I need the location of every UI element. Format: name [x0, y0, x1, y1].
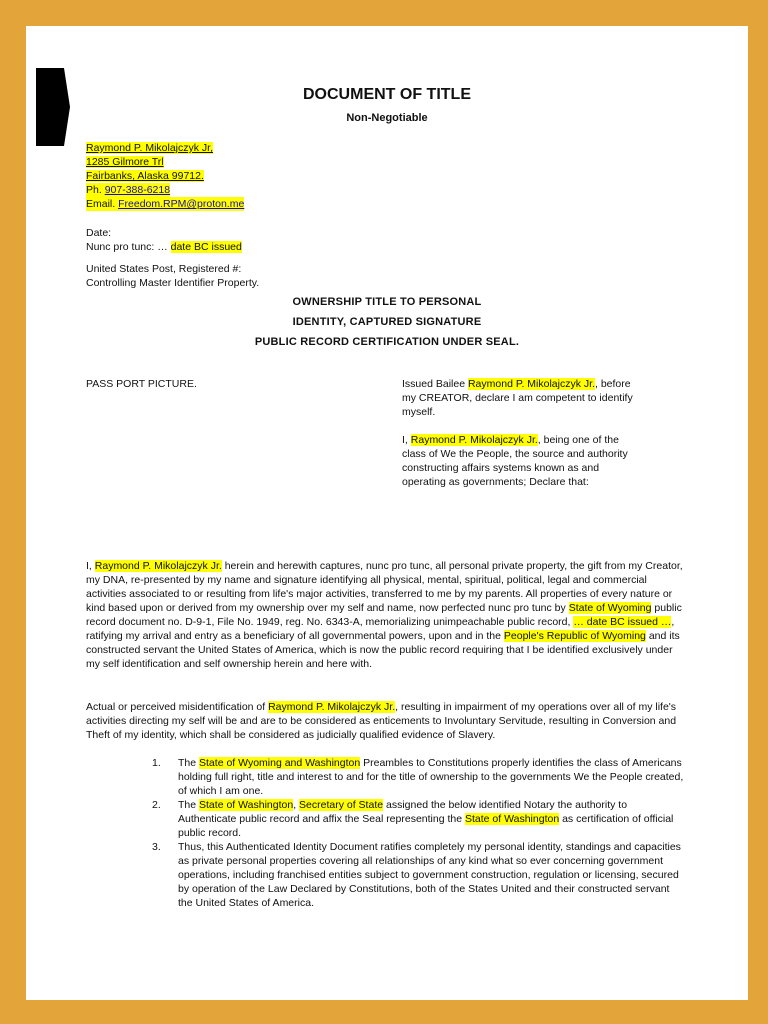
para1-pre: I,: [86, 560, 92, 572]
document-title: DOCUMENT OF TITLE: [303, 86, 471, 103]
list-text: Thus, this Authenticated Identity Document ratifies completely my personal identity, standings and capacities as private personal properties covering all relationships of any kind what so ever concerning government operations, including franchised entities subject to government construction, regulation or licensing, secured by operation of the Law Declared by Constitutions, both of the States United and their constructed servant the United States of America.: [178, 841, 681, 909]
bailee-post: , before my CREATOR, declare I am competent to identify myself.: [402, 378, 633, 418]
para1-text-1: herein and herewith captures, nunc pro tunc, all personal private property, the gift from my Creator, my DNA, re-presented by my name and signature identifying all physical, mental, spiritual, political, legal and commercial activities associated to or resulting from life's major activities, transferred to me by my parents. All properties of every nature or kind based upon or derived from my ownership over my self and name, now perfected nunc pro tunc by: [86, 560, 683, 614]
declare-pre: I,: [402, 434, 408, 446]
list-item: [152, 756, 684, 798]
list-text: The: [178, 799, 197, 811]
email-label: Email.: [86, 198, 116, 210]
list-highlight: State of Wyoming and Washington: [199, 757, 361, 769]
address-block: [86, 141, 244, 211]
class-declaration: [402, 433, 642, 489]
para1-text-2: public record document no. D-9-1, File No. 1949, reg. No. 6343-A, memorializing unimpeachable public record,: [86, 602, 682, 628]
list-text: ,: [293, 799, 297, 811]
paragraph-ownership: [86, 559, 686, 671]
paragraph-misidentification: [86, 700, 686, 742]
list-text: assigned the below identified Notary the authority to Authenticate public record and affix the Seal representing the: [178, 799, 628, 825]
address-name: Raymond P. Mikolajczyk Jr,: [86, 142, 214, 154]
heading-line-3: PUBLIC RECORD CERTIFICATION UNDER SEAL.: [254, 336, 520, 348]
para1-text-3: , ratifying my arrival and entry as a beneficiary of all governmental powers, upon and in the: [86, 616, 675, 642]
para1-republic: People's Republic of Wyoming: [503, 630, 646, 642]
para2-name: Raymond P. Mikolajczyk Jr.: [268, 701, 396, 713]
list-number: 3.: [152, 841, 161, 853]
bailee-name: Raymond P. Mikolajczyk Jr.: [467, 378, 595, 390]
list-text: Preambles to Constitutions properly identifies the class of Americans holding full right, title and interest to and for the title of ownership to the governments We the People created, of which I am one.: [178, 757, 684, 797]
list-text: as certification of official public record.: [178, 813, 674, 839]
date-label: Date:: [86, 227, 112, 239]
heading-line-2: IDENTITY, CAPTURED SIGNATURE: [292, 316, 482, 328]
phone-label: Ph.: [86, 184, 102, 196]
para1-state: State of Wyoming: [568, 602, 652, 614]
declare-name: Raymond P. Mikolajczyk Jr.: [410, 434, 538, 446]
post-block: [86, 262, 259, 290]
list-highlight: State of Washington: [465, 813, 560, 825]
list-highlight: Secretary of State: [299, 799, 384, 811]
passport-picture-label: PASS PORT PICTURE.: [86, 378, 197, 390]
document-page: [26, 26, 748, 1000]
list-item: [152, 798, 684, 840]
heading-line-1: OWNERSHIP TITLE TO PERSONAL: [292, 296, 482, 308]
document-subtitle: Non-Negotiable: [346, 112, 428, 124]
para1-date: … date BC issued …: [573, 616, 672, 628]
list-highlight: State of Washington: [199, 799, 294, 811]
para2-post: , resulting in impairment of my operations over all of my life's activities directing my self will be and are to be considered as enticements to Involuntary Servitude, resulting in Conversion and Theft of my identity, which shall be considered as judicially qualified evidence of Slavery.: [86, 701, 677, 741]
list-number: 1.: [152, 757, 161, 769]
list-text: The: [178, 757, 197, 769]
declare-post: , being one of the class of We the People, the source and authority constructing affairs systems known as and operating as governments; Declare that:: [402, 434, 628, 488]
list-item: [152, 840, 684, 910]
para1-text-4: and its constructed servant the United States of America, which is now the public record requiring that I be identified exclusively under my self identification and self ownership herein and here with.: [86, 630, 680, 670]
address-city: Fairbanks, Alaska 99712.: [86, 170, 204, 182]
bailee-declaration: [402, 377, 642, 419]
numbered-list: [152, 756, 684, 910]
nunc-value: date BC issued: [170, 241, 242, 253]
bailee-pre: Issued Bailee: [402, 378, 466, 390]
date-block: [86, 226, 242, 254]
black-tab-marker-icon: [34, 68, 70, 146]
email-link[interactable]: Freedom.RPM@proton.me: [118, 198, 245, 210]
para2-pre: Actual or perceived misidentification of: [86, 701, 266, 713]
address-street: 1285 Gilmore Trl: [86, 156, 164, 168]
post-line-2: Controlling Master Identifier Property.: [86, 277, 260, 289]
nunc-label: Nunc pro tunc: …: [86, 241, 168, 253]
post-line-1: United States Post, Registered #:: [86, 263, 242, 275]
list-number: 2.: [152, 799, 161, 811]
para1-name: Raymond P. Mikolajczyk Jr.: [94, 560, 222, 572]
phone-link[interactable]: 907-388-6218: [104, 184, 171, 196]
